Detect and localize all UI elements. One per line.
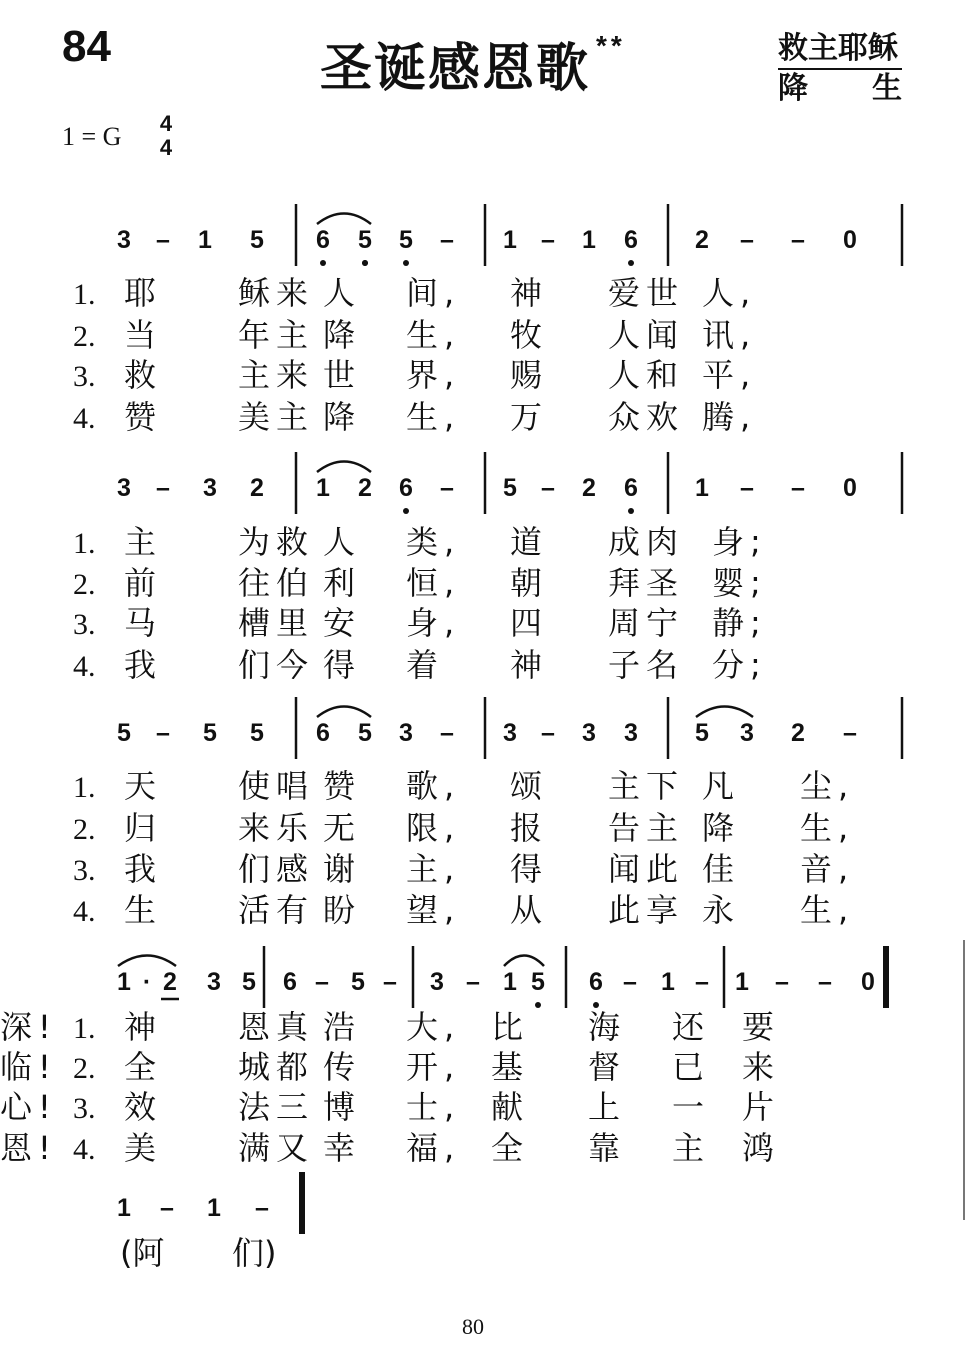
lyric-text: 来 (742, 1048, 775, 1086)
lyric-text: 得 (510, 850, 543, 888)
lyric-text: 年主 (238, 316, 315, 354)
octave-dot-below (362, 260, 368, 266)
lyric-text: 赞 (323, 767, 356, 805)
lyric-text: 讯, (702, 316, 757, 354)
jianpu-note: 2 (358, 474, 372, 502)
jianpu-note: 6 (624, 474, 638, 502)
lyric-text: 婴; (712, 564, 767, 602)
jianpu-note: 3 (117, 474, 131, 502)
lyric-text: 马 (124, 604, 157, 642)
lyric-text: 凡 (702, 767, 735, 805)
jianpu-note: 5 (503, 474, 517, 502)
lyric-text: 督 (588, 1048, 621, 1086)
lyric-text: 使唱 (238, 767, 315, 805)
jianpu-note: 3 (503, 719, 517, 747)
lyric-text: 鸿 (742, 1129, 775, 1167)
jianpu-note: – (156, 719, 170, 747)
lyric-text: 人和 (608, 356, 685, 394)
lyric-text: 要 (742, 1008, 775, 1046)
lyric-text: 士, (406, 1088, 461, 1126)
jianpu-note: 3 (399, 719, 413, 747)
jianpu-note: 3 (203, 474, 217, 502)
jianpu-note: – (695, 968, 709, 996)
jianpu-note: 1 (735, 968, 749, 996)
lyric-text: 盼 (323, 891, 356, 929)
lyric-text: 报 (510, 809, 543, 847)
slur-arc (317, 707, 371, 718)
verse-number: 2. (73, 568, 96, 601)
lyric-text: 们今 (238, 646, 315, 684)
lyric-text: 基 (491, 1048, 524, 1086)
lyric-text: 主 (672, 1129, 705, 1167)
jianpu-note: 1 (117, 1194, 131, 1222)
jianpu-note: 3 (430, 968, 444, 996)
lyric-text: 降 (323, 398, 356, 436)
jianpu-note: 5 (117, 719, 131, 747)
verse-number: 2. (73, 320, 96, 353)
lyric-text: 身; (712, 523, 767, 561)
jianpu-note: 5 (358, 719, 372, 747)
lyric-text: 子名 (608, 646, 685, 684)
verse-number: 1. (73, 278, 96, 311)
hymn-number: 84 (62, 22, 111, 71)
lyric-text: 活有 (238, 891, 315, 929)
lyric-text: 深! (0, 1008, 57, 1046)
lyric-text: 降 (702, 809, 735, 847)
lyric-text: 前 (124, 564, 157, 602)
jianpu-note: – (156, 226, 170, 254)
octave-dot-below (403, 508, 409, 514)
jianpu-note: 2 (695, 226, 709, 254)
lyric-text: 已 (672, 1048, 705, 1086)
lyric-text: 拜圣 (608, 564, 685, 602)
lyric-text: 音, (800, 850, 855, 888)
lyric-text: 平, (702, 356, 757, 394)
lyric-text: 界, (406, 356, 461, 394)
lyric-text: 佳 (702, 850, 735, 888)
lyric-text: 开, (406, 1048, 461, 1086)
lyric-text: 周宁 (608, 604, 685, 642)
lyric-text: 神 (124, 1008, 157, 1046)
verse-number: 2. (73, 813, 96, 846)
jianpu-note: 5 (250, 719, 264, 747)
lyric-text: 类, (406, 523, 461, 561)
jianpu-note: – (440, 226, 454, 254)
lyric-text: 传 (323, 1048, 356, 1086)
lyric-text: 全 (491, 1129, 524, 1167)
jianpu-note: 1 (661, 968, 675, 996)
lyric-text: 比 (491, 1008, 524, 1046)
title-mark: ** (596, 30, 626, 61)
jianpu-note: – (541, 226, 555, 254)
lyric-text: 得 (323, 646, 356, 684)
lyric-text: 赞 (124, 398, 157, 436)
lyric-text: 心! (0, 1088, 57, 1126)
lyric-text: 道 (510, 523, 543, 561)
lyric-text: 当 (124, 316, 157, 354)
lyric-text: 腾, (702, 398, 757, 436)
lyric-text: 永 (702, 891, 735, 929)
lyric-text: 人, (702, 274, 757, 312)
octave-dot-below (535, 1002, 541, 1008)
lyric-text: 美主 (238, 398, 315, 436)
jianpu-note: – (740, 474, 754, 502)
jianpu-note: – (440, 474, 454, 502)
lyric-text: 身, (406, 604, 461, 642)
lyric-text: 爱世 (608, 274, 685, 312)
lyric-text: 还 (672, 1008, 705, 1046)
jianpu-note: 3 (624, 719, 638, 747)
jianpu-note: – (623, 968, 637, 996)
jianpu-note: 1 (316, 474, 330, 502)
lyric-text: 海 (588, 1008, 621, 1046)
lyric-text: 神 (510, 646, 543, 684)
lyric-text: 生 (124, 891, 157, 929)
octave-dot-below (320, 260, 326, 266)
lyric-text: (阿 (120, 1234, 165, 1272)
lyric-text: 生, (800, 891, 855, 929)
slur-arc (317, 214, 371, 225)
lyric-text: 人闻 (608, 316, 685, 354)
jianpu-note: 3 (582, 719, 596, 747)
lyric-text: 神 (510, 274, 543, 312)
jianpu-note: 1 (695, 474, 709, 502)
jianpu-note: 6 (316, 226, 330, 254)
lyric-text: 安 (323, 604, 356, 642)
jianpu-note: – (791, 474, 805, 502)
verse-number: 1. (73, 771, 96, 804)
lyric-text: 全 (124, 1048, 157, 1086)
lyric-text: 着 (406, 646, 439, 684)
lyric-text: 谢 (323, 850, 356, 888)
jianpu-note: – (775, 968, 789, 996)
lyric-text: 归 (124, 809, 157, 847)
verse-number: 3. (73, 1092, 96, 1125)
lyric-text: 耶 (124, 274, 157, 312)
lyric-text: 福, (406, 1129, 461, 1167)
verse-number: 4. (73, 895, 96, 928)
verse-number: 1. (73, 527, 96, 560)
lyric-text: 靠 (588, 1129, 621, 1167)
lyric-text: 尘, (800, 767, 855, 805)
lyric-text: 临! (0, 1048, 57, 1086)
jianpu-note: 6 (316, 719, 330, 747)
jianpu-note: 5 (242, 968, 256, 996)
lyric-text: 歌, (406, 767, 461, 805)
page-number: 80 (462, 1314, 484, 1339)
jianpu-note: – (255, 1194, 269, 1222)
verse-number: 4. (73, 402, 96, 435)
jianpu-note: 1 (207, 1194, 221, 1222)
jianpu-note: – (740, 226, 754, 254)
lyric-text: 我 (124, 646, 157, 684)
jianpu-note: – (843, 719, 857, 747)
lyric-text: 我 (124, 850, 157, 888)
lyric-text: 槽里 (238, 604, 315, 642)
lyric-text: 告主 (608, 809, 685, 847)
lyric-text: 主, (406, 850, 461, 888)
jianpu-note: 2 (250, 474, 264, 502)
verse-number: 4. (73, 650, 96, 683)
slur-arc (118, 956, 176, 967)
time-signature-top: 4 (159, 111, 173, 136)
lyric-text: 一 (672, 1088, 705, 1126)
lyric-text: 上 (588, 1088, 621, 1126)
jianpu-note: 1 (117, 968, 131, 996)
slur-arc (317, 462, 371, 473)
lyric-text: 满又 (238, 1129, 315, 1167)
lyric-text: 间, (406, 274, 461, 312)
lyric-text: 浩 (323, 1008, 356, 1046)
lyric-text: 来乐 (238, 809, 315, 847)
lyric-text: 们) (232, 1234, 277, 1272)
jianpu-note: 5 (250, 226, 264, 254)
lyric-text: 主下 (608, 767, 685, 805)
jianpu-note: – (466, 968, 480, 996)
verse-number: 3. (73, 854, 96, 887)
lyric-text: 献 (491, 1088, 524, 1126)
octave-dot-below (628, 260, 634, 266)
verse-number: 1. (73, 1012, 96, 1045)
jianpu-note: 6 (589, 968, 603, 996)
lyric-text: 恒, (406, 564, 461, 602)
verse-number: 3. (73, 360, 96, 393)
lyric-text: 生, (406, 398, 461, 436)
jianpu-note: 3 (207, 968, 221, 996)
lyric-text: 美 (124, 1129, 157, 1167)
lyric-text: 们感 (238, 850, 315, 888)
lyric-text: 赐 (510, 356, 543, 394)
jianpu-note: 5 (203, 719, 217, 747)
lyric-text: 天 (124, 767, 157, 805)
category-line-1: 救主耶稣 (778, 30, 902, 70)
category-line-2-a: 降 (778, 71, 808, 106)
lyric-text: 稣来 (238, 274, 315, 312)
lyric-text: 往伯 (238, 564, 315, 602)
lyric-text: 望, (406, 891, 461, 929)
slur-arc (504, 956, 544, 967)
lyric-text: 主 (124, 523, 157, 561)
jianpu-note: 5 (351, 968, 365, 996)
verse-number: 3. (73, 608, 96, 641)
jianpu-note: 2 (791, 719, 805, 747)
key-signature: 1 = G (62, 122, 122, 151)
lyric-text: 此享 (608, 891, 685, 929)
lyric-text: 牧 (510, 316, 543, 354)
jianpu-note: 2 (582, 474, 596, 502)
verse-number: 2. (73, 1052, 96, 1085)
lyric-text: 大, (406, 1008, 461, 1046)
jianpu-note: – (818, 968, 832, 996)
category-line-2-b: 生 (872, 71, 902, 106)
jianpu-note: 5 (358, 226, 372, 254)
lyric-text: 利 (323, 564, 356, 602)
jianpu-note: 1 (503, 968, 517, 996)
lyric-text: 幸 (323, 1129, 356, 1167)
jianpu-note: 1 (503, 226, 517, 254)
time-signature-bottom: 4 (159, 135, 173, 160)
jianpu-note: – (383, 968, 397, 996)
jianpu-note: – (791, 226, 805, 254)
lyric-text: 众欢 (608, 398, 685, 436)
hymn-title: 圣诞感恩歌 (320, 38, 591, 99)
jianpu-note: 1 (582, 226, 596, 254)
slur-arc (696, 707, 753, 718)
lyric-text: 世 (323, 356, 356, 394)
jianpu-note: 6 (399, 474, 413, 502)
jianpu-note: 0 (843, 226, 857, 254)
lyric-text: 恩! (0, 1129, 57, 1167)
jianpu-note: 6 (624, 226, 638, 254)
octave-dot-below (628, 508, 634, 514)
lyric-text: 闻此 (608, 850, 685, 888)
jianpu-note: – (156, 474, 170, 502)
lyric-text: 降 (323, 316, 356, 354)
lyric-text: 恩真 (238, 1008, 315, 1046)
lyric-text: 人 (323, 523, 356, 561)
lyric-text: 法三 (238, 1088, 315, 1126)
lyric-text: 人 (323, 274, 356, 312)
lyric-text: 博 (323, 1088, 356, 1126)
lyric-text: 成肉 (608, 523, 685, 561)
lyric-text: 救 (124, 356, 157, 394)
octave-dot-below (403, 260, 409, 266)
lyric-text: 颂 (510, 767, 543, 805)
lyric-text: 城都 (238, 1048, 315, 1086)
jianpu-note: – (440, 719, 454, 747)
jianpu-note: 2 (163, 968, 177, 996)
score-layer (0, 204, 902, 1272)
page-edge-line (963, 940, 965, 1220)
lyric-text: 万 (510, 398, 543, 436)
jianpu-note: 0 (843, 474, 857, 502)
verse-number: 4. (73, 1133, 96, 1166)
jianpu-note: – (541, 719, 555, 747)
jianpu-note: 1 (198, 226, 212, 254)
jianpu-note: – (315, 968, 329, 996)
lyric-text: 主来 (238, 356, 315, 394)
jianpu-note: · (142, 968, 152, 996)
lyric-text: 朝 (510, 564, 543, 602)
lyric-text: 无 (323, 809, 356, 847)
lyric-text: 效 (124, 1088, 157, 1126)
lyric-text: 片 (742, 1088, 775, 1126)
jianpu-note: 3 (117, 226, 131, 254)
jianpu-note: 3 (740, 719, 754, 747)
jianpu-note: 5 (695, 719, 709, 747)
jianpu-note: 5 (399, 226, 413, 254)
jianpu-note: – (160, 1194, 174, 1222)
jianpu-note: 5 (531, 968, 545, 996)
lyric-text: 从 (510, 891, 543, 929)
lyric-text: 限, (406, 809, 461, 847)
lyric-text: 四 (510, 604, 543, 642)
jianpu-note: 0 (861, 968, 875, 996)
lyric-text: 生, (406, 316, 461, 354)
jianpu-note: – (541, 474, 555, 502)
lyric-text: 为救 (238, 523, 315, 561)
lyric-text: 静; (712, 604, 767, 642)
lyric-text: 生, (800, 809, 855, 847)
jianpu-note: 6 (283, 968, 297, 996)
lyric-text: 分; (712, 646, 767, 684)
